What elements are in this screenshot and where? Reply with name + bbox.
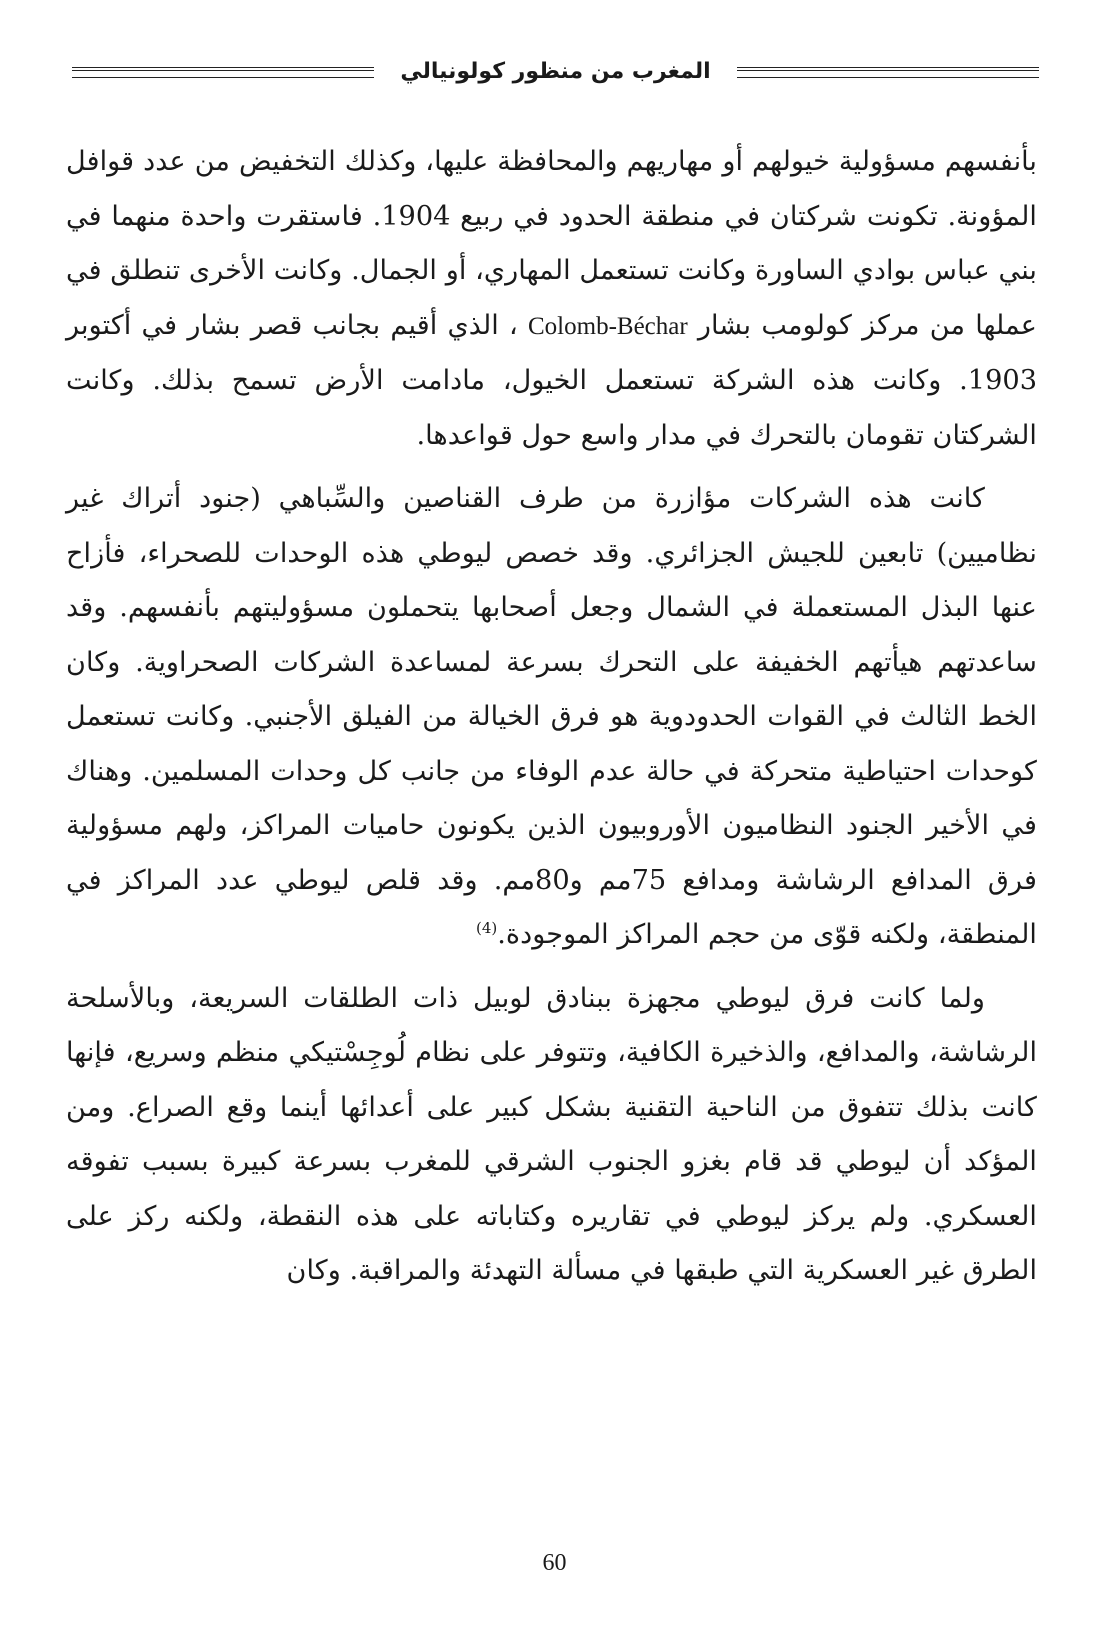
- paragraph-3-text: ولما كانت فرق ليوطي مجهزة ببنادق لوبيل ذات الطلقات السريعة، وبالأسلحة الرشاشة، والمدافع، والذخيرة الكافية، وتتوفر على نظام لُوجِسْتيكي منظم وسريع، فإنها كانت بذلك تتفوق من الناحية التقنية بشكل كبير على أعدائها أينما وقع الصراع. ومن المؤكد أن ليوطي قد قام بغزو الجنوب الشرقي للمغرب بسرعة كبيرة بسبب تفوقه العسكري. ولم يركز ليوطي في تقاريره وكتاباته على هذه النقطة، ولكنه ركز على الطرق غير العسكرية التي طبقها في مسألة التهدئة والمراقبة. وكان: [66, 982, 1037, 1286]
- page-number: 60: [542, 1550, 567, 1576]
- paragraph-1-text-before: بأنفسهم مسؤولية خيولهم أو مهاريهم والمحافظة عليها، وكذلك التخفيض من عدد قوافل المؤونة. تكونت شركتان في منطقة الحدود في ربيع 1904. فاستقرت واحدة منهما في بني عباس بوادي الساورة وكانت تستعمل المهاري، أو الجمال. وكانت الأخرى تنطلق في عملها من مركز كولومب بشار: [66, 146, 1037, 341]
- paragraph-2-text: كانت هذه الشركات مؤازرة من طرف القناصين والسِّباهي (جنود أتراك غير نظاميين) تابعين للجيش الجزائري. وقد خصص ليوطي هذه الوحدات للصحراء، فأزاح عنها البذل المستعملة في الشمال وجعل أصحابها يتحملون مسؤوليتهم بأنفسهم. وقد ساعدتهم هيأتهم الخفيفة على التحرك بسرعة لمساعدة الشركات الصحراوية. وكان الخط الثالث في القوات الحدودوية هو فرق الخيالة من الفيلق الأجنبي. وكانت تستعمل كوحدات احتياطية متحركة في حالة عدم الوفاء من جانب كل وحدات المسلمين. وهناك في الأخير الجنود النظاميون الأوروبيون الذين يكونون حاميات المراكز، ولهم مسؤولية فرق المدافع الرشاشة ومدافع 75مم و80مم. وقد قلص ليوطي عدد المراكز في المنطقة، ولكنه قوّى من حجم المراكز الموجودة.: [66, 483, 1037, 950]
- footnote-reference: (4): [475, 918, 498, 937]
- paragraph-1-text-after: ، الذي أقيم بجانب قصر بشار في أكتوبر 1903. وكانت هذه الشركة تستعمل الخيول، مادامت الأرض تسمح بذلك. وكانت الشركتان تقومان بالتحرك في مدار واسع حول قواعدها.: [66, 309, 1037, 451]
- body-text: [66, 135, 1037, 1299]
- header-rule-right: [737, 67, 1039, 78]
- running-header: [72, 52, 1039, 92]
- paragraph-2: [66, 472, 1037, 963]
- latin-place-name: Colomb-Béchar: [528, 312, 688, 340]
- paragraph-1: [66, 135, 1037, 463]
- header-title: المغرب من منظور كولونيالي: [400, 59, 711, 84]
- header-rule-left: [72, 67, 374, 78]
- paragraph-3: [66, 972, 1037, 1299]
